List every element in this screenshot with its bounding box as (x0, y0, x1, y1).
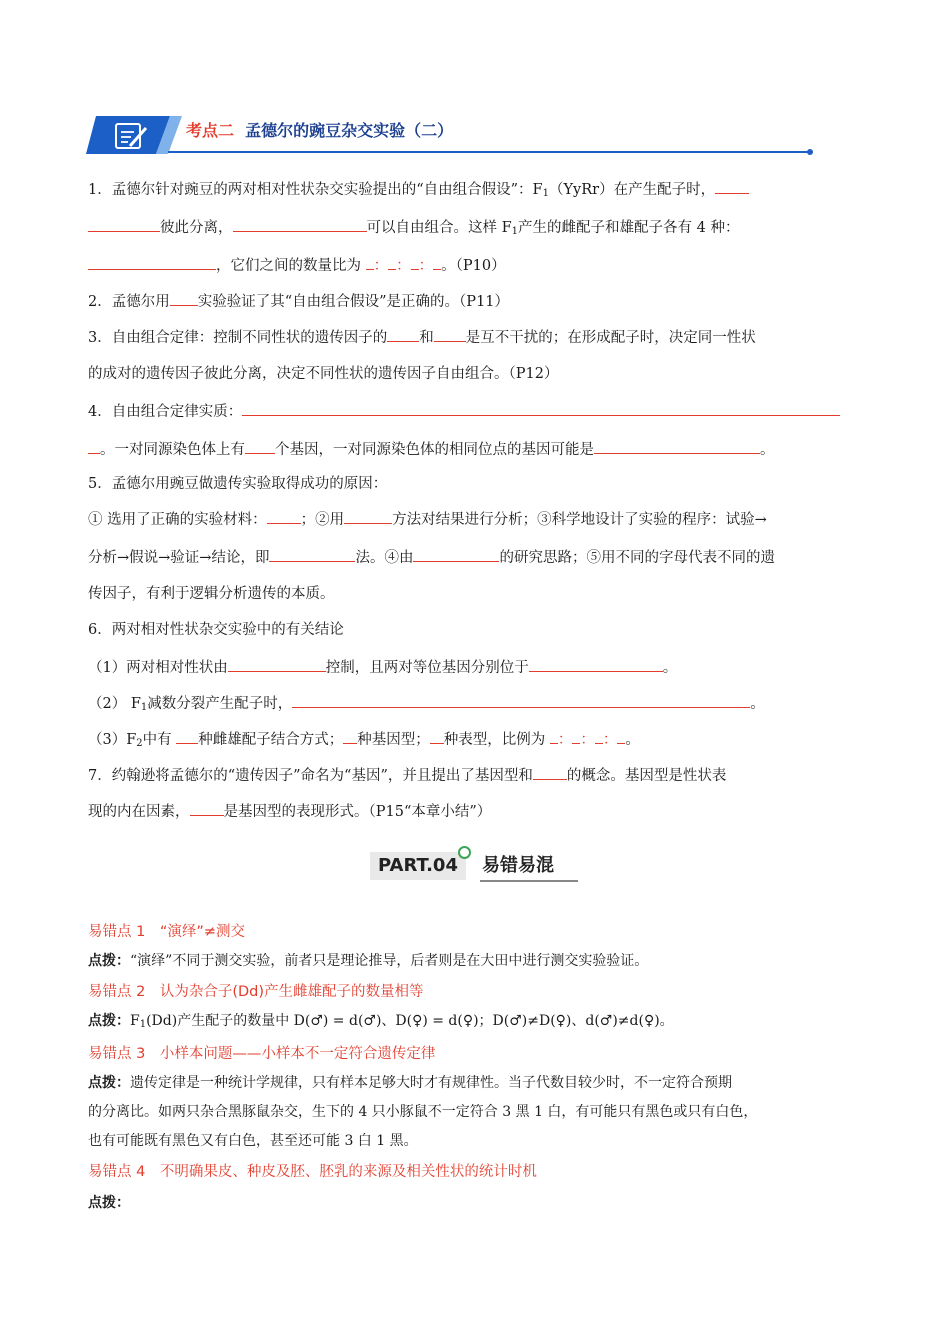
blank[interactable] (715, 178, 749, 194)
blank[interactable] (170, 290, 198, 306)
error-point-1-tip: 点拨：“演绎”不同于测交实验，前者只是理论推导，后者则是在大田中进行测交实验验证。 (88, 953, 649, 969)
blank[interactable] (388, 254, 396, 270)
question-4-line-2: 。一对同源染色体上有 个基因，一对同源染色体的相同位点的基因可能是 。 (88, 438, 775, 460)
blank[interactable] (88, 254, 216, 270)
blank[interactable] (245, 438, 275, 454)
blank[interactable] (366, 254, 374, 270)
blank[interactable] (387, 326, 419, 342)
error-point-3-tip-line-3: 也有可能既有黑色又有白色，甚至还可能 3 白 1 黑。 (88, 1133, 418, 1149)
question-3-line-2: 的成对的遗传因子彼此分离，决定不同性状的遗传因子自由组合。（P12） (88, 366, 559, 382)
blank[interactable] (529, 656, 663, 672)
error-point-2-tip: 点拨：$F_1(Dd)$产生配子的数量中 D(♂) = d(♂)、D(♀) = d(♀)；D(♂)≠D(♀)、d(♂)≠d(♀)。 (88, 1013, 674, 1030)
question-5-line-4: 传因子，有利于逻辑分析遗传的本质。 (88, 586, 335, 602)
question-6-line-1: 6．两对相对性状杂交实验中的有关结论 (88, 622, 344, 638)
question-5-line-1: 5．孟德尔用豌豆做遗传实验取得成功的原因： (88, 476, 388, 492)
blank[interactable] (242, 400, 840, 416)
blank[interactable] (176, 728, 198, 744)
question-6-line-4: $(3)F_2$中有 种雌雄配子结合方式； 种基因型； 种表型，比例为 ： ： ： 。 (88, 728, 640, 754)
error-point-1-title: 易错点 1 “演绎”≠测交 (88, 924, 246, 940)
question-5-line-3: 分析→假说→验证→结论，即 法。④由 的研究思路；⑤用不同的字母代表不同的遗 (88, 546, 775, 568)
blank[interactable] (594, 438, 760, 454)
blank[interactable] (228, 656, 326, 672)
blank[interactable] (190, 800, 224, 816)
error-point-3-tip-line-2: 的分离比。如两只杂合黑豚鼠杂交，生下的 4 只小豚鼠不一定符合 3 黑 1 白，有可能只有黑色或只有白色， (88, 1104, 758, 1120)
blank[interactable] (344, 508, 392, 524)
question-6-line-2: （1）两对相对性状由 控制，且两对等位基因分别位于 。 (88, 656, 677, 678)
question-7-line-1: 7．约翰逊将孟德尔的“遗传因子”命名为“基因”，并且提出了基因型和 的概念。基因型是性状表 (88, 764, 726, 786)
part-04-heading (370, 846, 580, 886)
blank[interactable] (550, 728, 558, 744)
blank[interactable] (533, 764, 567, 780)
section-tag: 考点二 (186, 121, 235, 140)
part-tag: PART.04 (370, 852, 466, 880)
question-3-line-1: 3．自由组合定律：控制不同性状的遗传因子的 和 是互不干扰的；在形成配子时，决定同一性状 (88, 326, 756, 348)
part-title: 易错易混 (482, 855, 554, 876)
blank[interactable] (413, 546, 499, 562)
question-7-line-2: 现的内在因素， 是基因型的表现形式。（P15“本章小结”） (88, 800, 491, 822)
question-4-line-1: 4．自由组合定律实质： (88, 400, 840, 422)
error-point-4-title: 易错点 4 不明确果皮、种皮及胚、胚乳的来源及相关性状的统计时机 (88, 1164, 537, 1180)
blank[interactable] (411, 254, 419, 270)
question-1-line-1: 1．孟德尔针对豌豆的两对相对性状杂交实验提出的“自由组合假设”：$F_1(YyRr)$在产生配子时， (88, 178, 749, 204)
blank[interactable] (88, 216, 160, 232)
question-2: 2．孟德尔用 实验验证了其“自由组合假设”是正确的。（P11） (88, 290, 509, 312)
error-point-2-title: 易错点 2 认为杂合子(Dd)产生雌雄配子的数量相等 (88, 984, 424, 1000)
blank[interactable] (267, 508, 301, 524)
blank[interactable] (292, 692, 750, 708)
divider (480, 880, 578, 882)
blank[interactable] (233, 216, 367, 232)
section-heading: 孟德尔的豌豆杂交实验（二） (245, 121, 454, 140)
question-1-line-2: 彼此分离， 可以自由组合。这样 $F_1$产生的雌配子和雄配子各有 4 种： (88, 216, 740, 242)
blank[interactable] (595, 728, 603, 744)
blank[interactable] (269, 546, 355, 562)
error-point-3-title: 易错点 3 小样本问题——小样本不一定符合遗传定律 (88, 1046, 436, 1062)
blank[interactable] (430, 728, 444, 744)
question-6-line-3: （2） $F_1$减数分裂产生配子时， 。 (88, 692, 765, 718)
ring-icon (458, 846, 471, 859)
question-1-line-3: ，它们之间的数量比为 ： ： ： 。（P10） (88, 254, 506, 276)
error-point-4-tip: 点拨： (88, 1195, 130, 1211)
blank[interactable] (433, 254, 441, 270)
error-point-3-tip-line-1: 点拨：遗传定律是一种统计学规律，只有样本足够大时才有规律性。当子代数目较少时，不一定符合预期 (88, 1075, 732, 1091)
section-title (186, 118, 453, 141)
question-5-line-2: ① 选用了正确的实验材料： ；②用 方法对结果进行分析；③科学地设计了实验的程序：试验→ (88, 508, 767, 530)
blank[interactable] (343, 728, 357, 744)
blank[interactable] (88, 438, 100, 454)
blank[interactable] (434, 326, 466, 342)
